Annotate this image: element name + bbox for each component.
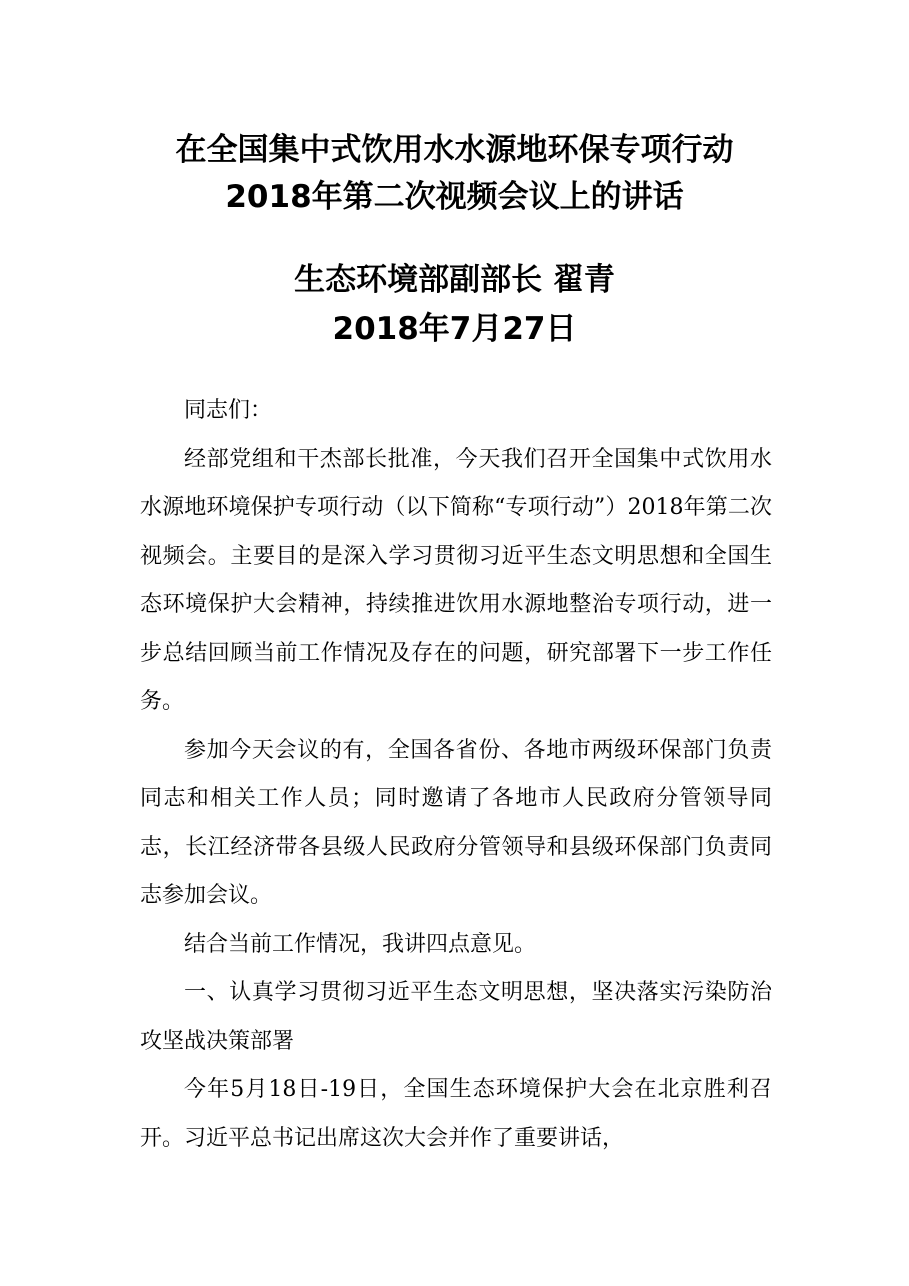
title-line-2: 2018年第二次视频会议上的讲话 bbox=[225, 179, 684, 215]
title-line-1: 在全国集中式饮用水水源地环保专项行动 bbox=[175, 132, 734, 168]
paragraph-outline: 结合当前工作情况，我讲四点意见。 bbox=[184, 931, 537, 957]
speech-date: 2018年7月27日 bbox=[332, 311, 577, 347]
speaker-line: 生态环境部副部长 翟青 bbox=[294, 262, 615, 298]
paragraph-attendees: 参加今天会议的有，全国各省份、各地市两级环保部门负责同志和相关工作人员；同时邀请了各地市人民政府分管领导同志，长江经济带各县级人民政府分管领导和县级环保部门负责同志参加会议。 bbox=[140, 737, 772, 908]
section-heading-1: 一、认真学习贯彻习近平生态文明思想，坚决落实污染防治攻坚战决策部署 bbox=[140, 980, 772, 1054]
speaker-block bbox=[0, 256, 909, 354]
document-title bbox=[0, 127, 909, 221]
paragraph-intro: 经部党组和干杰部长批准，今天我们召开全国集中式饮用水水源地环境保护专项行动（以下简称“专项行动”）2018年第二次视频会。主要目的是深入学习贯彻习近平生态文明思想和全国生态环境保护大会精神，持续推进饮用水源地整治专项行动，进一步总结回顾当前工作情况及存在的问题，研究部署下一步工作任务。 bbox=[140, 446, 772, 714]
paragraph-conference: 今年5月18日-19日，全国生态环境保护大会在北京胜利召开。习近平总书记出席这次大会并作了重要讲话， bbox=[140, 1077, 772, 1151]
document-body bbox=[140, 387, 772, 1163]
salutation: 同志们： bbox=[184, 398, 273, 423]
